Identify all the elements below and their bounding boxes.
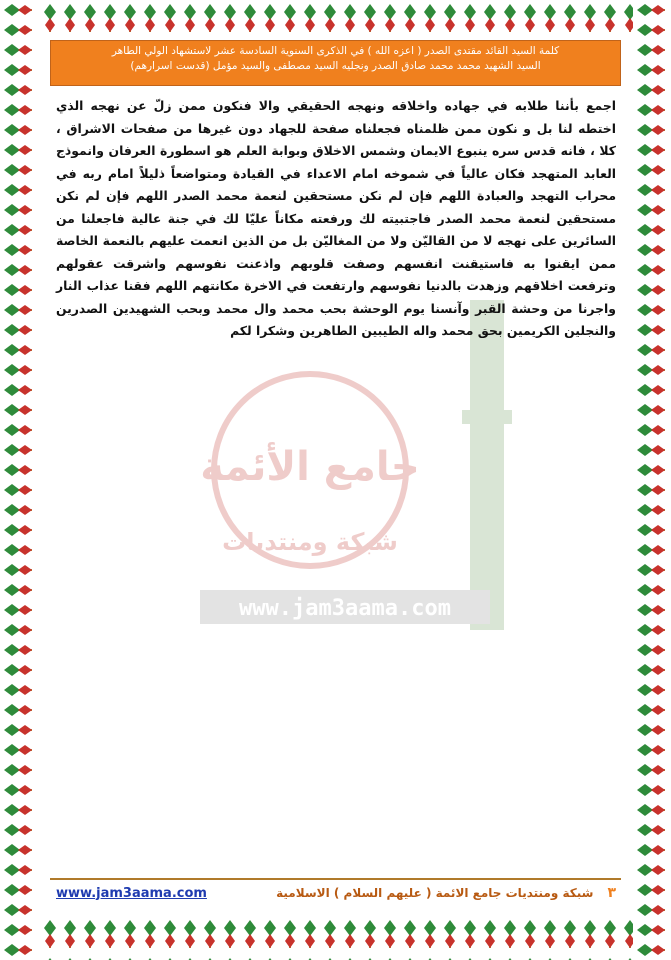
watermark-subtitle: شبكة ومنتديات [222,528,398,556]
bottom-border-ornament [0,916,671,960]
watermark-name: جامع الأئمة [200,444,420,490]
watermark-url: www.jam3aama.com [239,596,451,621]
page-number: ٣ [607,885,616,901]
footer-right-group [276,885,616,901]
forum-watermark-logo [140,300,540,660]
right-border-ornament [633,0,671,960]
footer-divider [50,878,621,880]
page-footer [56,884,616,902]
top-border-ornament [0,0,671,38]
document-header [50,40,621,86]
header-line-2: السيد الشهيد محمد محمد صادق الصدر ونجليه السيد مصطفى والسيد مؤمل (قدست اسرارهم) [130,60,541,72]
speech-body-text: اجمع بأننا طلابه في جهاده واخلاقه ونهجه الحقيقي والا فنكون ممن زلّ عن نهجه الذي اختطه لنا بل و نكون ممن ظلمناه فجعلناه صفحة للجهاد دون غيرها من صفحات الاشراق ، كلا ، فانه قدس سره ينبوع الايمان وشمس الاخلاق وبوابة العلم هو اسطورة العرفان وانموذج العابد المتهجد فكان عالياً في شموخه امام الاعداء في القيادة ومتواضعاً ذليلاً امام ربه في محراب التهجد والعبادة اللهم فإن لم نكن مستحقين لنعمة محمد الصدر اللهم فإن لم نكن مستحقين لنعمة محمد الصدر فاجتبيته لك ورفعته مكاناً عليّا لك في جنة عالية فاجعلنا من السائرين على نهجه لا من القاليّن ولا من المغاليّن بل من الذين انعمت عليهم بالنعمة الخاصة ممن ايقنوا به فاستيقنت انفسهم وصفت قلوبهم واذعنت نفوسهم واشرقت عقولهم وترفعت اخلاقهم وزهدت بالدنيا نفوسهم وارتفعت في الاخرة مكانتهم اللهم فقنا عذاب النار واجرنا من وحشة القبر وآنسنا يوم الوحشة بحب محمد وال محمد وبحب الشهيدين الصدرين والنجلين الكريمين بحق محمد واله الطيبين الطاهرين وشكرا لكم [56,98,616,338]
footer-site-title: شبكة ومنتديات جامع الائمة ( عليهم السلام ) الاسلامية [276,886,594,900]
footer-website-link[interactable]: www.jam3aama.com [56,885,207,901]
left-border-ornament [0,0,38,960]
header-line-1: كلمة السيد القائد مقتدى الصدر ( اعزه الله ) في الذكرى السنوية السادسة عشر لاستشهاد الولي الطاهر [111,45,560,57]
